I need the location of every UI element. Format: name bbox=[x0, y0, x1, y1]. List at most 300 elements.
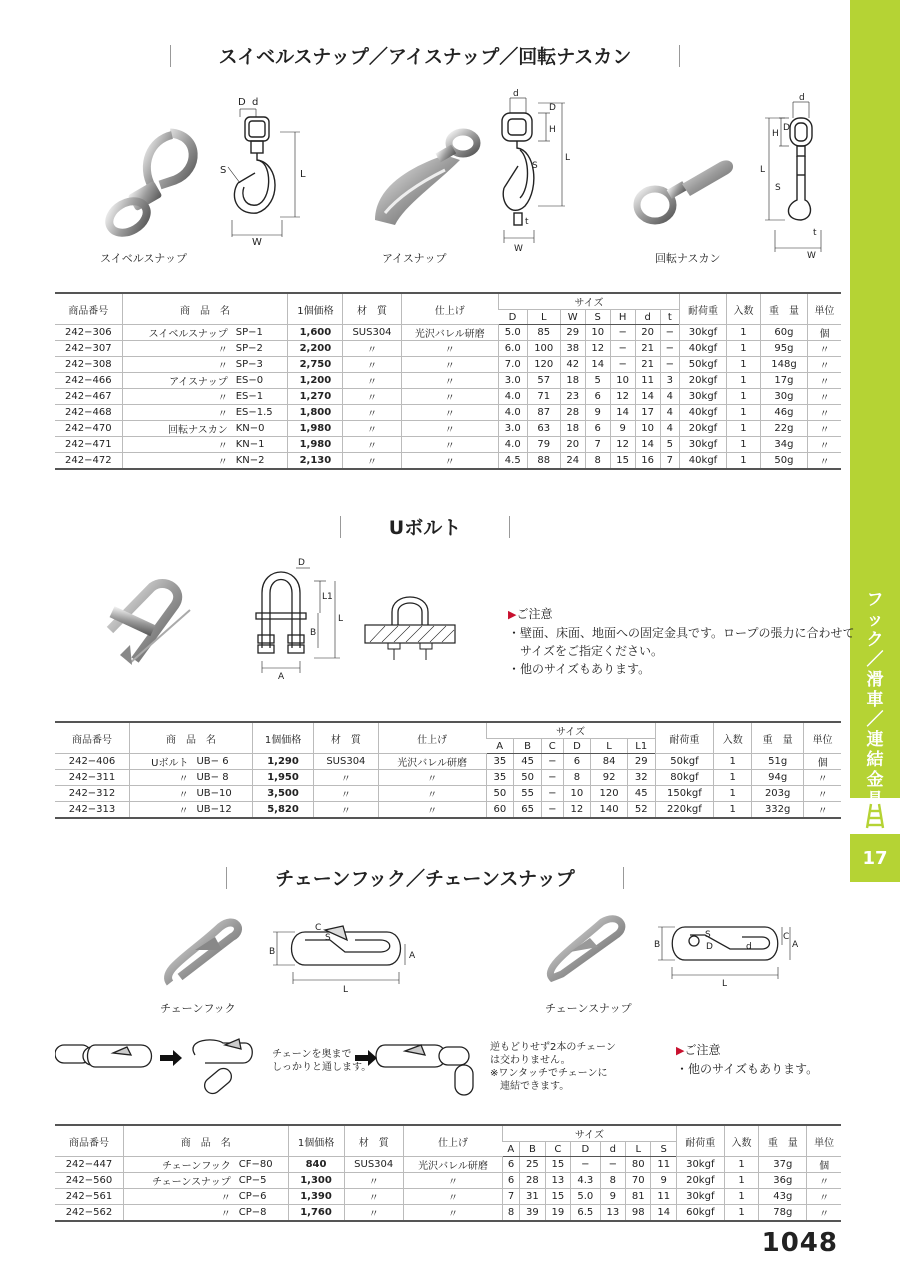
table-cell: 〃 bbox=[401, 437, 498, 453]
table-cell: 光沢バレル研磨 bbox=[401, 325, 498, 341]
table-cell: − bbox=[610, 357, 635, 373]
notice-marker-icon: ▶ bbox=[508, 608, 517, 621]
col-header: 単位 bbox=[807, 293, 841, 325]
table-cell: 242−406 bbox=[55, 754, 130, 770]
table-cell: 20 bbox=[635, 325, 660, 341]
table-cell: 〃 bbox=[130, 786, 193, 802]
table-cell: CP−8 bbox=[235, 1205, 288, 1222]
table-cell: 20kgf bbox=[680, 421, 727, 437]
table-cell: 4.5 bbox=[498, 453, 527, 470]
size-subheader: D bbox=[563, 739, 591, 754]
table-cell: 3.0 bbox=[498, 421, 527, 437]
table-cell: 23 bbox=[560, 389, 585, 405]
table-cell: 4 bbox=[660, 405, 679, 421]
table-cell: 6.5 bbox=[571, 1205, 601, 1222]
table-cell: 8 bbox=[563, 770, 591, 786]
table-cell: − bbox=[660, 341, 679, 357]
table-cell: 100 bbox=[527, 341, 560, 357]
page-number: 1048 bbox=[761, 1228, 838, 1258]
table-cell: 88 bbox=[527, 453, 560, 470]
table-cell: − bbox=[541, 802, 563, 819]
side-tab-char: ッ bbox=[866, 610, 884, 630]
dim-label: A bbox=[278, 672, 285, 682]
table-cell: 55 bbox=[514, 786, 542, 802]
dim-label: S bbox=[775, 183, 781, 193]
table-cell: 29 bbox=[627, 754, 655, 770]
table-cell: 12 bbox=[585, 341, 610, 357]
table-cell: 18 bbox=[560, 373, 585, 389]
table-cell: 〃 bbox=[807, 341, 841, 357]
ubolt-mount-diagram bbox=[360, 590, 460, 665]
table-cell: 11 bbox=[635, 373, 660, 389]
notice-marker-icon: ▶ bbox=[676, 1044, 685, 1057]
table-cell: 〃 bbox=[314, 802, 379, 819]
table-cell: 242−466 bbox=[55, 373, 122, 389]
table-cell: 43g bbox=[759, 1189, 807, 1205]
chain-step1-text: チェーンを奥まで しっかりと通します。 bbox=[272, 1049, 372, 1073]
col-header: 単位 bbox=[807, 1125, 841, 1157]
table-cell: 242−467 bbox=[55, 389, 122, 405]
table-cell: 〃 bbox=[343, 437, 401, 453]
side-tab-char: ／ bbox=[866, 650, 884, 670]
table-cell: 6 bbox=[585, 389, 610, 405]
table-cell: 〃 bbox=[807, 405, 841, 421]
table-cell: 94g bbox=[752, 770, 804, 786]
size-subheader: D bbox=[571, 1142, 601, 1157]
table-cell: 〃 bbox=[403, 1189, 502, 1205]
caption-chain-snap: チェーンスナップ bbox=[545, 1002, 632, 1015]
table-cell: 1,600 bbox=[288, 325, 343, 341]
table-cell: 1 bbox=[726, 421, 760, 437]
chain-hook-diagram bbox=[265, 920, 420, 995]
table-cell: 60 bbox=[486, 802, 514, 819]
table-row bbox=[55, 754, 841, 770]
size-subheader: A bbox=[486, 739, 514, 754]
table-row bbox=[55, 802, 841, 819]
spec-table-chain bbox=[55, 1124, 841, 1222]
table-cell: 6 bbox=[502, 1157, 519, 1173]
table-cell: 98 bbox=[626, 1205, 651, 1222]
table-cell: 個 bbox=[807, 325, 841, 341]
side-tab-char: 連 bbox=[866, 730, 884, 750]
table-cell: 28 bbox=[520, 1173, 545, 1189]
table-cell: UB−12 bbox=[192, 802, 252, 819]
table-cell: 〃 bbox=[378, 770, 486, 786]
table-cell: 242−311 bbox=[55, 770, 130, 786]
dim-label: S bbox=[325, 933, 331, 943]
table-cell: 840 bbox=[288, 1157, 344, 1173]
eye-snap-diagram bbox=[490, 88, 585, 253]
table-cell: 〃 bbox=[403, 1205, 502, 1222]
table-cell: − bbox=[541, 786, 563, 802]
table-cell: 〃 bbox=[807, 1205, 841, 1222]
table-cell: 〃 bbox=[807, 389, 841, 405]
table-cell: 〃 bbox=[804, 802, 841, 819]
table-row bbox=[55, 325, 841, 341]
table-cell: − bbox=[541, 754, 563, 770]
dim-label: d bbox=[513, 89, 519, 99]
table-row bbox=[55, 1157, 841, 1173]
dim-label: L bbox=[338, 614, 344, 624]
table-cell: 203g bbox=[752, 786, 804, 802]
table-cell: 〃 bbox=[343, 357, 401, 373]
table-cell: 13 bbox=[545, 1173, 570, 1189]
table-cell: 13 bbox=[600, 1205, 625, 1222]
table-cell: 8 bbox=[585, 453, 610, 470]
table-row bbox=[55, 1189, 841, 1205]
dim-label: H bbox=[549, 125, 556, 135]
table-cell: 14 bbox=[610, 405, 635, 421]
table-cell: 1 bbox=[726, 357, 760, 373]
col-header: 耐荷重 bbox=[676, 1125, 724, 1157]
chain-snap-photo bbox=[540, 912, 630, 984]
table-cell: 21 bbox=[635, 341, 660, 357]
table-cell: 38 bbox=[560, 341, 585, 357]
table-cell: 40kgf bbox=[680, 341, 727, 357]
table-cell: ES−1 bbox=[232, 389, 288, 405]
table-cell: 1 bbox=[726, 437, 760, 453]
table-cell: 30kgf bbox=[680, 325, 727, 341]
table-cell: 30kgf bbox=[676, 1189, 724, 1205]
table-cell: 15 bbox=[610, 453, 635, 470]
table-cell: 1 bbox=[724, 1173, 759, 1189]
dim-label: W bbox=[514, 244, 523, 253]
size-subheader: C bbox=[541, 739, 563, 754]
table-cell: 9 bbox=[610, 421, 635, 437]
table-cell: 42 bbox=[560, 357, 585, 373]
table-cell: − bbox=[610, 325, 635, 341]
table-cell: 81 bbox=[626, 1189, 651, 1205]
size-subheader: A bbox=[502, 1142, 519, 1157]
col-header: 材 質 bbox=[343, 293, 401, 325]
table-row bbox=[55, 421, 841, 437]
col-header: 1個価格 bbox=[253, 722, 314, 754]
table-cell: − bbox=[610, 341, 635, 357]
size-subheader: t bbox=[660, 310, 679, 325]
col-header: 材 質 bbox=[344, 1125, 403, 1157]
table-cell: 50g bbox=[761, 453, 808, 470]
size-subheader: B bbox=[520, 1142, 545, 1157]
table-cell: 242−307 bbox=[55, 341, 122, 357]
table-cell: 30kgf bbox=[676, 1157, 724, 1173]
table-cell: 57 bbox=[527, 373, 560, 389]
dim-label: L bbox=[300, 169, 306, 180]
rotating-snap-diagram bbox=[755, 90, 835, 260]
table-row bbox=[55, 389, 841, 405]
table-cell: SUS304 bbox=[343, 325, 401, 341]
table-cell: 14 bbox=[585, 357, 610, 373]
table-cell: 〃 bbox=[807, 357, 841, 373]
table-cell: 1 bbox=[714, 770, 752, 786]
dim-label: W bbox=[252, 237, 262, 245]
table-cell: 332g bbox=[752, 802, 804, 819]
chain-notice: ▶ご注意 ・他のサイズもあります。 bbox=[676, 1043, 819, 1076]
table-cell: 71 bbox=[527, 389, 560, 405]
table-cell: 52 bbox=[627, 802, 655, 819]
table-cell: 〃 bbox=[378, 786, 486, 802]
table-cell: 14 bbox=[651, 1205, 676, 1222]
col-header: 重 量 bbox=[759, 1125, 807, 1157]
table-cell: 1 bbox=[726, 389, 760, 405]
table-cell: 〃 bbox=[130, 802, 193, 819]
table-cell: 24 bbox=[560, 453, 585, 470]
table-cell: 〃 bbox=[123, 1205, 234, 1222]
table-cell: 150kgf bbox=[655, 786, 714, 802]
dim-label: d bbox=[746, 942, 752, 952]
table-cell: 〃 bbox=[130, 770, 193, 786]
table-cell: 22g bbox=[761, 421, 808, 437]
table-cell: 個 bbox=[807, 1157, 841, 1173]
table-cell: 242−447 bbox=[55, 1157, 123, 1173]
table-cell: 34g bbox=[761, 437, 808, 453]
table-cell: 〃 bbox=[343, 389, 401, 405]
table-cell: 1 bbox=[726, 453, 760, 470]
table-cell: 35 bbox=[486, 770, 514, 786]
table-cell: 6.0 bbox=[498, 341, 527, 357]
table-cell: 39 bbox=[520, 1205, 545, 1222]
table-cell: 50 bbox=[514, 770, 542, 786]
table-cell: 1,270 bbox=[288, 389, 343, 405]
table-cell: 10 bbox=[563, 786, 591, 802]
table-cell: 1 bbox=[726, 341, 760, 357]
size-subheader: C bbox=[545, 1142, 570, 1157]
table-cell: 6 bbox=[563, 754, 591, 770]
table-cell: 5 bbox=[585, 373, 610, 389]
table-cell: 7 bbox=[585, 437, 610, 453]
table-cell: 120 bbox=[527, 357, 560, 373]
dim-label: S bbox=[532, 161, 538, 171]
table-cell: SP−3 bbox=[232, 357, 288, 373]
table-cell: 〃 bbox=[123, 1189, 234, 1205]
table-cell: 〃 bbox=[343, 373, 401, 389]
table-cell: 45 bbox=[514, 754, 542, 770]
table-cell: 45 bbox=[627, 786, 655, 802]
col-header-size: サイズ bbox=[502, 1125, 676, 1142]
table-cell: 〃 bbox=[401, 389, 498, 405]
section-title-chain: チェーンフック／チェーンスナップ bbox=[0, 864, 850, 891]
table-cell: 12 bbox=[610, 389, 635, 405]
chapter-number: 17 bbox=[850, 834, 900, 882]
table-cell: 3,500 bbox=[253, 786, 314, 802]
size-subheader: L bbox=[527, 310, 560, 325]
table-cell: 3 bbox=[660, 373, 679, 389]
table-cell: 60g bbox=[761, 325, 808, 341]
table-cell: 〃 bbox=[804, 770, 841, 786]
table-cell: 1 bbox=[714, 786, 752, 802]
table-cell: 242−560 bbox=[55, 1173, 123, 1189]
table-cell: 〃 bbox=[807, 1173, 841, 1189]
col-header: 材 質 bbox=[314, 722, 379, 754]
table-cell: 242−312 bbox=[55, 786, 130, 802]
ladder-icon bbox=[850, 798, 900, 834]
table-cell: 1,290 bbox=[253, 754, 314, 770]
table-cell: 63 bbox=[527, 421, 560, 437]
table-cell: 1,300 bbox=[288, 1173, 344, 1189]
size-subheader: S bbox=[651, 1142, 676, 1157]
table-cell: 〃 bbox=[122, 405, 232, 421]
dim-label: C bbox=[315, 923, 322, 933]
dim-label: H bbox=[772, 129, 779, 139]
table-cell: 242−562 bbox=[55, 1205, 123, 1222]
table-cell: 85 bbox=[527, 325, 560, 341]
dim-label: d bbox=[799, 93, 805, 103]
col-header: 重 量 bbox=[761, 293, 808, 325]
table-cell: 〃 bbox=[343, 405, 401, 421]
table-cell: 17g bbox=[761, 373, 808, 389]
table-cell: 220kgf bbox=[655, 802, 714, 819]
table-cell: 〃 bbox=[344, 1173, 403, 1189]
table-cell: 4 bbox=[660, 389, 679, 405]
table-cell: 1 bbox=[726, 373, 760, 389]
table-cell: UB− 6 bbox=[192, 754, 252, 770]
section-title-swivel: スイベルスナップ／アイスナップ／回転ナスカン bbox=[0, 42, 850, 69]
table-cell: 242−306 bbox=[55, 325, 122, 341]
table-cell: 〃 bbox=[401, 341, 498, 357]
size-subheader: W bbox=[560, 310, 585, 325]
table-cell: CP−5 bbox=[235, 1173, 288, 1189]
table-cell: 140 bbox=[591, 802, 628, 819]
table-cell: 1,760 bbox=[288, 1205, 344, 1222]
table-cell: ES−0 bbox=[232, 373, 288, 389]
table-cell: 15 bbox=[545, 1189, 570, 1205]
table-cell: 2,200 bbox=[288, 341, 343, 357]
table-row bbox=[55, 1173, 841, 1189]
table-cell: 9 bbox=[651, 1173, 676, 1189]
table-cell: 〃 bbox=[804, 786, 841, 802]
dim-label: A bbox=[792, 940, 799, 950]
ubolt-diagram bbox=[240, 553, 355, 683]
table-cell: 30g bbox=[761, 389, 808, 405]
table-cell: 20kgf bbox=[676, 1173, 724, 1189]
table-cell: CP−6 bbox=[235, 1189, 288, 1205]
dim-label: C bbox=[783, 932, 790, 942]
table-row bbox=[55, 770, 841, 786]
table-cell: 21 bbox=[635, 357, 660, 373]
col-header: 1個価格 bbox=[288, 293, 343, 325]
dim-label: L bbox=[565, 153, 571, 163]
spec-table-ubolt bbox=[55, 721, 841, 819]
table-cell: 〃 bbox=[122, 341, 232, 357]
table-row bbox=[55, 405, 841, 421]
table-cell: 20kgf bbox=[680, 373, 727, 389]
table-cell: 1,980 bbox=[288, 421, 343, 437]
table-cell: 〃 bbox=[344, 1189, 403, 1205]
dim-label: t bbox=[813, 228, 817, 238]
col-header: 入数 bbox=[726, 293, 760, 325]
table-cell: SUS304 bbox=[314, 754, 379, 770]
table-cell: 9 bbox=[600, 1189, 625, 1205]
table-cell: 8 bbox=[502, 1205, 519, 1222]
table-cell: チェーンスナップ bbox=[123, 1173, 234, 1189]
table-cell: 回転ナスカン bbox=[122, 421, 232, 437]
swivel-snap-photo bbox=[100, 125, 210, 240]
dim-label: t bbox=[525, 217, 529, 227]
table-cell: 29 bbox=[560, 325, 585, 341]
table-row bbox=[55, 1205, 841, 1222]
table-cell: 1,390 bbox=[288, 1189, 344, 1205]
table-cell: 51g bbox=[752, 754, 804, 770]
table-cell: 〃 bbox=[807, 437, 841, 453]
chain-step2-text: 逆もどりせず2本のチェーン は交わりません。 ※ワンタッチでチェーンに 連結できます。 bbox=[490, 1042, 616, 1092]
dim-label: B bbox=[310, 628, 317, 638]
col-header: 仕上げ bbox=[403, 1125, 502, 1157]
dim-label: D bbox=[238, 97, 246, 108]
table-row bbox=[55, 437, 841, 453]
size-subheader: L1 bbox=[627, 739, 655, 754]
table-cell: 78g bbox=[759, 1205, 807, 1222]
table-cell: 〃 bbox=[343, 421, 401, 437]
side-tab-label bbox=[850, 590, 900, 810]
table-cell: 〃 bbox=[314, 770, 379, 786]
table-cell: SUS304 bbox=[344, 1157, 403, 1173]
table-cell: 40kgf bbox=[680, 453, 727, 470]
side-tab-char: ／ bbox=[866, 710, 884, 730]
table-cell: 1 bbox=[714, 802, 752, 819]
table-cell: 32 bbox=[627, 770, 655, 786]
col-header-size: サイズ bbox=[498, 293, 679, 310]
col-header: 商 品 名 bbox=[122, 293, 288, 325]
table-cell: 242−308 bbox=[55, 357, 122, 373]
size-subheader: d bbox=[635, 310, 660, 325]
table-cell: 1 bbox=[724, 1205, 759, 1222]
table-cell: SP−1 bbox=[232, 325, 288, 341]
table-cell: 35 bbox=[486, 754, 514, 770]
table-cell: 〃 bbox=[344, 1205, 403, 1222]
table-cell: KN−1 bbox=[232, 437, 288, 453]
table-cell: 3.0 bbox=[498, 373, 527, 389]
table-cell: 4.3 bbox=[571, 1173, 601, 1189]
rotating-snap-photo bbox=[630, 150, 740, 230]
eye-snap-photo bbox=[365, 125, 485, 235]
size-subheader: S bbox=[585, 310, 610, 325]
col-header: 単位 bbox=[804, 722, 841, 754]
table-cell: 〃 bbox=[378, 802, 486, 819]
table-cell: 1,800 bbox=[288, 405, 343, 421]
chain-hook-photo bbox=[160, 915, 245, 990]
col-header: 商品番号 bbox=[55, 293, 122, 325]
table-cell: 31 bbox=[520, 1189, 545, 1205]
caption-swivel-snap: スイベルスナップ bbox=[100, 252, 188, 265]
table-cell: 18 bbox=[560, 421, 585, 437]
table-cell: 242−561 bbox=[55, 1189, 123, 1205]
table-cell: 92 bbox=[591, 770, 628, 786]
chain-snap-diagram bbox=[650, 915, 800, 987]
ubolt-photo bbox=[90, 575, 200, 675]
table-cell: 2,750 bbox=[288, 357, 343, 373]
section-title-ubolt: Uボルト bbox=[0, 513, 850, 540]
table-cell: 40kgf bbox=[680, 405, 727, 421]
table-cell: チェーンフック bbox=[123, 1157, 234, 1173]
table-cell: 6 bbox=[502, 1173, 519, 1189]
table-cell: 光沢バレル研磨 bbox=[378, 754, 486, 770]
table-cell: SP−2 bbox=[232, 341, 288, 357]
table-cell: 60kgf bbox=[676, 1205, 724, 1222]
table-cell: 95g bbox=[761, 341, 808, 357]
side-tab-char: フ bbox=[866, 590, 884, 610]
side-tab bbox=[850, 0, 900, 1273]
table-cell: 5 bbox=[660, 437, 679, 453]
table-cell: CF−80 bbox=[235, 1157, 288, 1173]
table-cell: 14 bbox=[635, 437, 660, 453]
table-cell: − bbox=[660, 357, 679, 373]
table-row bbox=[55, 357, 841, 373]
table-cell: 14 bbox=[635, 389, 660, 405]
table-cell: 28 bbox=[560, 405, 585, 421]
table-cell: 79 bbox=[527, 437, 560, 453]
table-cell: 242−470 bbox=[55, 421, 122, 437]
table-cell: 〃 bbox=[343, 453, 401, 470]
table-cell: 1 bbox=[714, 754, 752, 770]
